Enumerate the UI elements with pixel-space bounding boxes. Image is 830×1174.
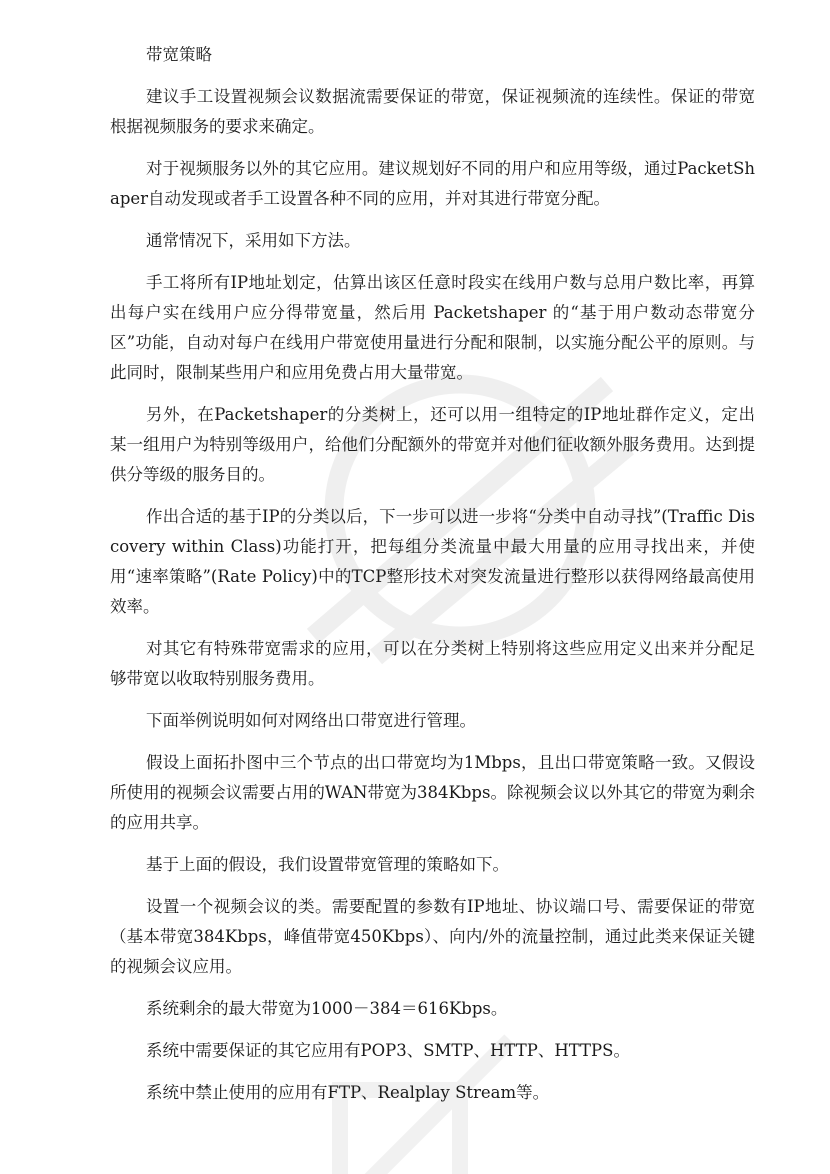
- paragraph: 作出合适的基于IP的分类以后，下一步可以进一步将“分类中自动寻找”(Traffic Discovery within Class)功能打开，把每组分类流量中最大用量的应用寻找出来，并使用“速率策略”(Rate Policy)中的TCP整形技术对突发流量进行整形以获得网络最高使用效率。: [110, 507, 755, 616]
- paragraph: 建议手工设置视频会议数据流需要保证的带宽，保证视频流的连续性。保证的带宽根据视频服务的要求来确定。: [110, 87, 755, 136]
- paragraph: 系统中禁止使用的应用有FTP、Realplay Stream等。: [146, 1083, 550, 1102]
- paragraph: 假设上面拓扑图中三个节点的出口带宽均为1Mbps，且出口带宽策略一致。又假设所使用的视频会议需要占用的WAN带宽为384Kbps。除视频会议以外其它的带宽为剩余的应用共享。: [110, 753, 755, 832]
- document-body: [110, 40, 755, 1108]
- paragraph: 另外，在Packetshaper的分类树上，还可以用一组特定的IP地址群作定义，定出某一组用户为特别等级用户，给他们分配额外的带宽并对他们征收额外服务费用。达到提供分等级的服务目的。: [110, 405, 755, 484]
- paragraph: 对其它有特殊带宽需求的应用，可以在分类树上特别将这些应用定义出来并分配足够带宽以收取特别服务费用。: [110, 639, 755, 688]
- paragraph: 系统剩余的最大带宽为1000－384＝616Kbps。: [146, 999, 508, 1018]
- section-heading: 带宽策略: [146, 45, 212, 64]
- paragraph: 设置一个视频会议的类。需要配置的参数有IP地址、协议端口号、需要保证的带宽（基本带宽384Kbps，峰值带宽450Kbps）、向内/外的流量控制，通过此类来保证关键的视频会议应用。: [110, 897, 755, 976]
- paragraph: 对于视频服务以外的其它应用。建议规划好不同的用户和应用等级，通过PacketShaper自动发现或者手工设置各种不同的应用，并对其进行带宽分配。: [110, 159, 755, 208]
- paragraph: 手工将所有IP地址划定，估算出该区任意时段实在线用户数与总用户数比率，再算出每户实在线用户应分得带宽量，然后用 Packetshaper 的“基于用户数动态带宽分区”功能，自动对每户在线用户带宽使用量进行分配和限制，以实施分配公平的原则。与此同时，限制某些用户和应用免费占用大量带宽。: [110, 273, 755, 382]
- paragraph: 系统中需要保证的其它应用有POP3、SMTP、HTTP、HTTPS。: [146, 1041, 630, 1060]
- paragraph: 下面举例说明如何对网络出口带宽进行管理。: [146, 711, 476, 730]
- paragraph: 基于上面的假设，我们设置带宽管理的策略如下。: [146, 855, 509, 874]
- paragraph: 通常情况下，采用如下方法。: [146, 231, 361, 250]
